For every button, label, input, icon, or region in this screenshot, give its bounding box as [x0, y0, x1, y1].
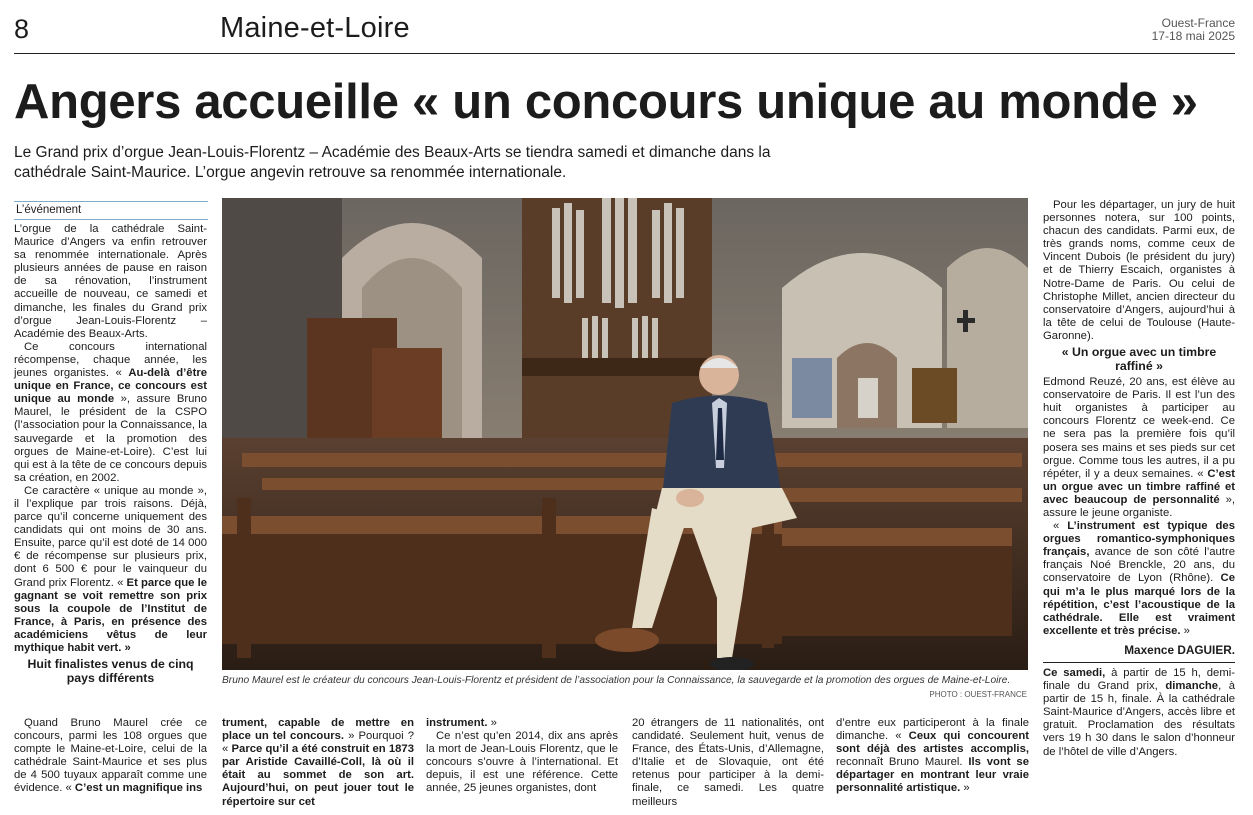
- quote: Et parce que le gagnant se voit remettre son prix sous la coupole de l’Institut de France, à Paris, en présence des académiciens vêtus de leur mythique habit vert.: [14, 576, 207, 654]
- cathedral-photo: [222, 198, 1028, 670]
- paragraph: Ce concours international récompense, chaque année, les jeunes organistes. « Au-delà d’être unique en France, ce concours est unique au monde », assure Bruno Maurel, le président de la CSPO (l’association pour la Connaissance, la sauvegarde et la promotion des orgues de Maine-et-Loire). C’est lui qui est à la tête de ce concours depuis sa création, en 2002.: [14, 340, 208, 484]
- article-column-3: [426, 717, 618, 796]
- publication-date: 17-18 mai 2025: [1151, 29, 1235, 43]
- article-column-5: [836, 717, 1029, 796]
- paragraph: Ce caractère « unique au monde », il l’explique par trois raisons. Déjà, parce qu’il concerne uniquement des candidats qui ont moins de 30 ans. Ensuite, parce qu’il est doté de 14 000 € de récompense sur plusieurs prix, dont 6 500 € pour le vainqueur du Grand prix Florentz. « Et parce que le gagnant se voit remettre son prix sous la coupole de l’Institut de France, à Paris, en présence des académiciens vêtus de leur mythique habit vert. »: [14, 484, 207, 654]
- quote: C’est un magnifique ins: [74, 782, 203, 795]
- quote: Au-delà d’être unique en France, ce concours est unique au monde: [14, 367, 208, 406]
- quote: Ils vont se départager en montrant leur vraie personnalité artistique.: [836, 756, 1030, 795]
- article-column-4: [632, 717, 824, 809]
- headline: Angers accueille « un concours unique au monde »: [14, 75, 1198, 129]
- paragraph: trument, capable de mettre en place un tel concours. » Pourquoi ? « Parce qu’il a été construit en 1873 par Aristide Cavaillé-Coll, là où il était au sommet de son art. Aujourd’hui, on peut jouer tout le répertoire sur cet: [222, 717, 415, 808]
- paragraph: Ce n’est qu’en 2014, dix ans après la mort de Jean-Louis Florentz, que le concours s’ouvre à l’international. Et depuis, il est une référence. Cette année, 25 jeunes organistes, dont: [426, 730, 618, 795]
- quote: L’instrument est typique des orgues romantico-symphoniques français,: [1043, 520, 1236, 559]
- header-rule: [14, 53, 1235, 54]
- article-column-1: [14, 223, 207, 688]
- photo-credit: PHOTO : OUEST-FRANCE: [929, 690, 1027, 699]
- article-column-right: [1043, 199, 1235, 759]
- subhead: Huit finalistes venus de cinq pays différents: [27, 657, 194, 686]
- paragraph: Quand Bruno Maurel crée ce concours, parmi les 108 orgues que compte le Maine-et-Loire, celui de la cathédrale Saint-Maurice et ses plus de 4 500 tuyaux apparaît comme une évidence. « C’est un magnifique ins: [14, 717, 207, 795]
- author-signature: Maxence DAGUIER.: [1124, 642, 1235, 657]
- subhead: « Un orgue avec un timbre raffiné »: [1061, 345, 1217, 374]
- paragraph: 20 étrangers de 11 nationalités, ont candidaté. Seulement huit, venus de France, des États-Unis, d’Allemagne, d’Italie et de Slovaquie, ont été retenus pour participer à la demi-finale, ce samedi. Les quatre meilleurs: [632, 717, 824, 808]
- paragraph: instrument. »: [426, 717, 497, 729]
- practical-info: Ce samedi, à partir de 15 h, demi-finale du Grand prix, dimanche, à partir de 15 h, finale. À la cathédrale Saint-Maurice d’Angers, accès libre et gratuit. Proclamation des résultats vers 19 h 30 dans le salon d’honneur de l’hôtel de ville d’Angers.: [1043, 667, 1236, 758]
- publication-name: Ouest-France: [1161, 16, 1235, 30]
- kicker-label: L’événement: [14, 201, 208, 220]
- info-rule: [1043, 662, 1235, 663]
- paragraph: L’orgue de la cathédrale Saint-Maurice d’Angers va enfin retrouver sa renommée internationale. Après plusieurs années de pause en raison de sa rénovation, l’instrument accueille de nouveau, ce samedi et dimanche, les finales du Grand prix d’orgue Jean-Louis-Florentz – Académie des Beaux-Arts.: [14, 223, 207, 340]
- paragraph: d’entre eux participeront à la finale dimanche. « Ceux qui concourent sont déjà des artistes accomplis, reconnaît Bruno Maurel. Ils vont se départager en montrant leur vraie personnalité artistique. »: [836, 717, 1030, 795]
- paragraph: Pour les départager, un jury de huit personnes notera, sur 100 points, chacun des candidats. Parmi eux, de très grands noms, comme ceux de Vincent Dubois (le président du jury) et de Thierry Escaich, organistes à Notre-Dame de Paris. Ou celui de Christophe Millet, ancien directeur du conservatoire d’Angers, aujourd’hui à la tête de celui de Toulouse (Haute-Garonne).: [1043, 199, 1235, 342]
- article-photo: [222, 198, 1028, 670]
- section-title: Maine-et-Loire: [220, 12, 410, 44]
- paragraph: « L’instrument est typique des orgues romantico-symphoniques français, avance de son côté l’autre français Noé Brenckle, 20 ans, du conservatoire de Lyon (Rhône). Ce qui m’a le plus marqué lors de la répétition, c’est l’acoustique de la cathédrale. Elle est vraiment excellente et très précise. »: [1043, 520, 1236, 637]
- quote: Ceux qui concourent sont déjà des artistes accomplis,: [836, 730, 1029, 756]
- article-column-2: [222, 717, 414, 809]
- article-column-1-bottom: [14, 717, 207, 796]
- standfirst: Le Grand prix d’orgue Jean-Louis-Florentz – Académie des Beaux-Arts se tiendra samedi et dimanche dans la cathédrale Saint-Maurice. L’orgue angevin retrouve sa renommée internationale.: [14, 144, 771, 181]
- quote: C’est un orgue avec un timbre raffiné et avec beaucoup de personnalité: [1043, 467, 1235, 506]
- photo-caption: Bruno Maurel est le créateur du concours Jean-Louis-Florentz et président de l’association pour la Connaissance, la sauvegarde et la promotion des orgues de Maine-et-Loire.: [222, 675, 1011, 686]
- publication-info: [1152, 17, 1235, 43]
- page-number: 8: [14, 14, 30, 44]
- paragraph: Edmond Reuzé, 20 ans, est élève au conservatoire de Paris. Il est l’un des huit organistes à participer au concours Florentz ce week-end. Ce ne sera pas la première fois qu’il posera ses mains et ses pieds sur cet orgue. Comme tous les autres, il a pu répéter, il y a deux semaines. « C’est un orgue avec un timbre raffiné et avec beaucoup de personnalité », assure le jeune organiste.: [1043, 376, 1235, 519]
- quote: Ce qui m’a le plus marqué lors de la répétition, c’est l’acoustique de la cathédrale. Elle est vraiment excellente et très précise.: [1043, 572, 1235, 637]
- quote: Parce qu’il a été construit en 1873 par Aristide Cavaillé-Coll, là où il était au sommet de son art. Aujourd’hui, on peut jouer tout le répertoire sur cet: [222, 743, 414, 808]
